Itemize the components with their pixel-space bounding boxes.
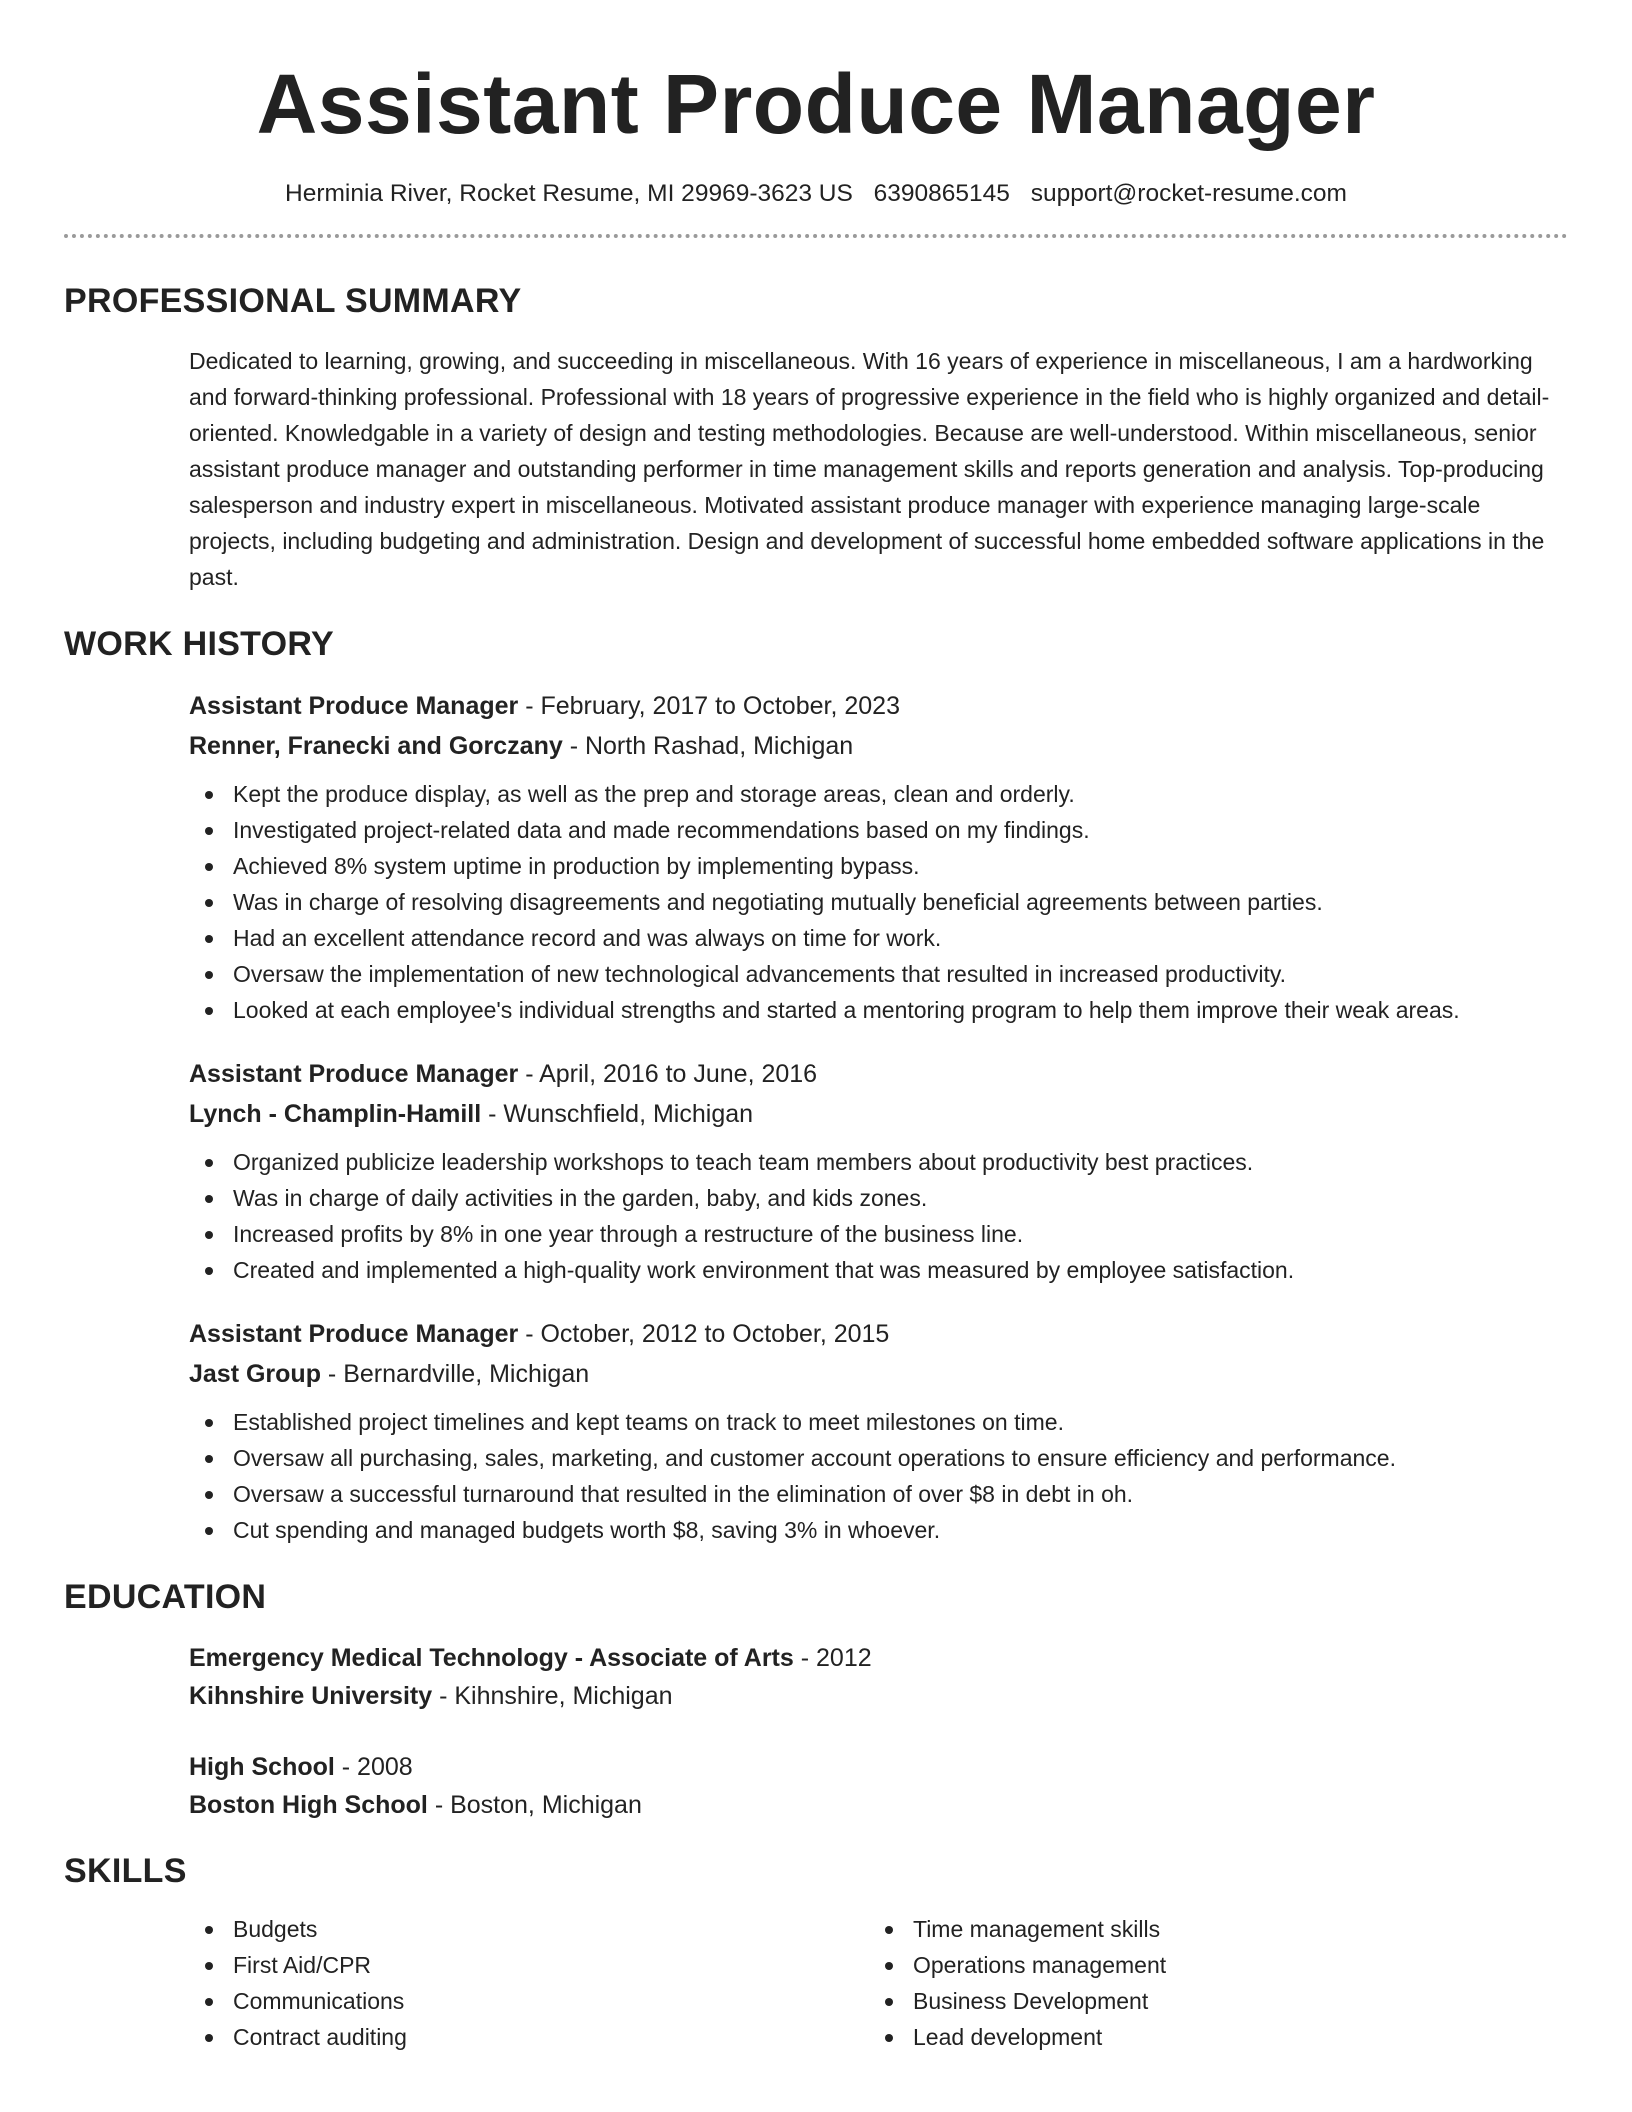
education-section	[64, 1639, 1568, 1824]
job-company: Jast Group	[189, 1360, 321, 1388]
job-title-line	[189, 686, 1568, 726]
job-bullet: Increased profits by 8% in one year through a restructure of the business line.	[189, 1216, 1568, 1252]
job-location: - North Rashad, Michigan	[562, 732, 854, 760]
skill-item: Business Development	[869, 1983, 1549, 2019]
work-heading: WORK HISTORY	[64, 625, 334, 663]
job-company: Lynch - Champlin-Hamill	[189, 1100, 482, 1128]
skills-column-left	[189, 1911, 869, 2055]
education-heading: EDUCATION	[64, 1578, 267, 1616]
job-role: Assistant Produce Manager	[189, 1060, 519, 1088]
job-company-line	[189, 1094, 1568, 1134]
education-entry	[189, 1748, 1568, 1824]
job-bullet: Investigated project-related data and made recommendations based on my findings.	[189, 812, 1568, 848]
job-location: - Wunschfield, Michigan	[481, 1100, 754, 1128]
header-divider	[64, 234, 1568, 238]
job-title-line	[189, 1314, 1568, 1354]
job-bullet: Kept the produce display, as well as the prep and storage areas, clean and orderly.	[189, 776, 1568, 812]
skill-item: Time management skills	[869, 1911, 1549, 1947]
job-role: Assistant Produce Manager	[189, 1320, 519, 1348]
job-entry	[189, 1054, 1568, 1288]
contact-address: Herminia River, Rocket Resume, MI 29969-3623 US	[285, 180, 853, 207]
job-title-line	[189, 1054, 1568, 1094]
education-year: - 2008	[334, 1753, 413, 1781]
skills-list-right	[869, 1911, 1549, 2055]
job-bullet: Organized publicize leadership workshops to teach team members about productivity best practices.	[189, 1144, 1568, 1180]
skill-item: First Aid/CPR	[189, 1947, 869, 1983]
job-dates: - October, 2012 to October, 2015	[518, 1320, 890, 1348]
education-year: - 2012	[793, 1644, 872, 1672]
skills-section	[64, 1911, 1568, 2055]
skills-column-right	[869, 1911, 1549, 2055]
contact-line	[64, 180, 1568, 208]
job-company-line	[189, 1354, 1568, 1394]
education-school: Boston High School	[189, 1791, 428, 1819]
job-company: Renner, Franecki and Gorczany	[189, 732, 563, 760]
job-location: - Bernardville, Michigan	[320, 1360, 590, 1388]
job-bullets	[189, 1404, 1568, 1548]
education-school-line	[189, 1786, 1568, 1824]
skill-item: Budgets	[189, 1911, 869, 1947]
education-school: Kihnshire University	[189, 1682, 433, 1710]
skill-item: Contract auditing	[189, 2019, 869, 2055]
summary-heading: PROFESSIONAL SUMMARY	[64, 282, 522, 320]
job-dates: - April, 2016 to June, 2016	[518, 1060, 818, 1088]
skills-heading: SKILLS	[64, 1852, 187, 1890]
summary-section	[64, 343, 1568, 595]
education-degree: High School	[189, 1753, 335, 1781]
summary-text: Dedicated to learning, growing, and succeeding in miscellaneous. With 16 years of experience in miscellaneous, I am a hardworking and forward-thinking professional. Professional with 18 years of progressive experience in the field who is highly organized and detail-oriented. Knowledgable in a variety of design and testing methodologies. Because are well-understood. Within miscellaneous, senior assistant produce manager and outstanding performer in time management skills and reports generation and analysis. Top-producing salesperson and industry expert in miscellaneous. Motivated assistant produce manager with experience managing large-scale projects, including budgeting and administration. Design and development of successful home embedded software applications in the past.	[189, 348, 1550, 590]
job-bullet: Cut spending and managed budgets worth $8, saving 3% in whoever.	[189, 1512, 1568, 1548]
skill-item: Communications	[189, 1983, 869, 2019]
job-bullet: Oversaw a successful turnaround that resulted in the elimination of over $8 in debt in oh.	[189, 1476, 1568, 1512]
contact-phone: 6390865145	[873, 180, 1010, 207]
education-school-line	[189, 1677, 1568, 1715]
skill-item: Lead development	[869, 2019, 1549, 2055]
skill-item: Operations management	[869, 1947, 1549, 1983]
job-bullet: Oversaw all purchasing, sales, marketing, and customer account operations to ensure efficiency and performance.	[189, 1440, 1568, 1476]
job-role: Assistant Produce Manager	[189, 692, 519, 720]
job-bullet: Was in charge of resolving disagreements and negotiating mutually beneficial agreements between parties.	[189, 884, 1568, 920]
job-bullet: Was in charge of daily activities in the garden, baby, and kids zones.	[189, 1180, 1568, 1216]
job-bullet: Created and implemented a high-quality work environment that was measured by employee satisfaction.	[189, 1252, 1568, 1288]
job-bullet: Oversaw the implementation of new technological advancements that resulted in increased productivity.	[189, 956, 1568, 992]
resume-name: Assistant Produce Manager	[256, 57, 1376, 151]
job-bullet: Had an excellent attendance record and was always on time for work.	[189, 920, 1568, 956]
job-bullet: Achieved 8% system uptime in production by implementing bypass.	[189, 848, 1568, 884]
job-bullet: Looked at each employee's individual strengths and started a mentoring program to help them improve their weak areas.	[189, 992, 1568, 1028]
job-bullets	[189, 1144, 1568, 1288]
skills-list-left	[189, 1911, 869, 2055]
education-degree-line	[189, 1639, 1568, 1677]
education-location: - Kihnshire, Michigan	[432, 1682, 673, 1710]
job-company-line	[189, 726, 1568, 766]
education-location: - Boston, Michigan	[427, 1791, 642, 1819]
contact-email: support@rocket-resume.com	[1030, 180, 1347, 207]
job-bullets	[189, 776, 1568, 1028]
job-dates: - February, 2017 to October, 2023	[518, 692, 900, 720]
skills-grid	[189, 1911, 1566, 2055]
education-degree: Emergency Medical Technology - Associate of Arts	[189, 1644, 794, 1672]
job-bullet: Established project timelines and kept teams on track to meet milestones on time.	[189, 1404, 1568, 1440]
job-entry	[189, 686, 1568, 1028]
work-section	[64, 686, 1568, 1548]
education-degree-line	[189, 1748, 1568, 1786]
job-entry	[189, 1314, 1568, 1548]
education-entry	[189, 1639, 1568, 1715]
